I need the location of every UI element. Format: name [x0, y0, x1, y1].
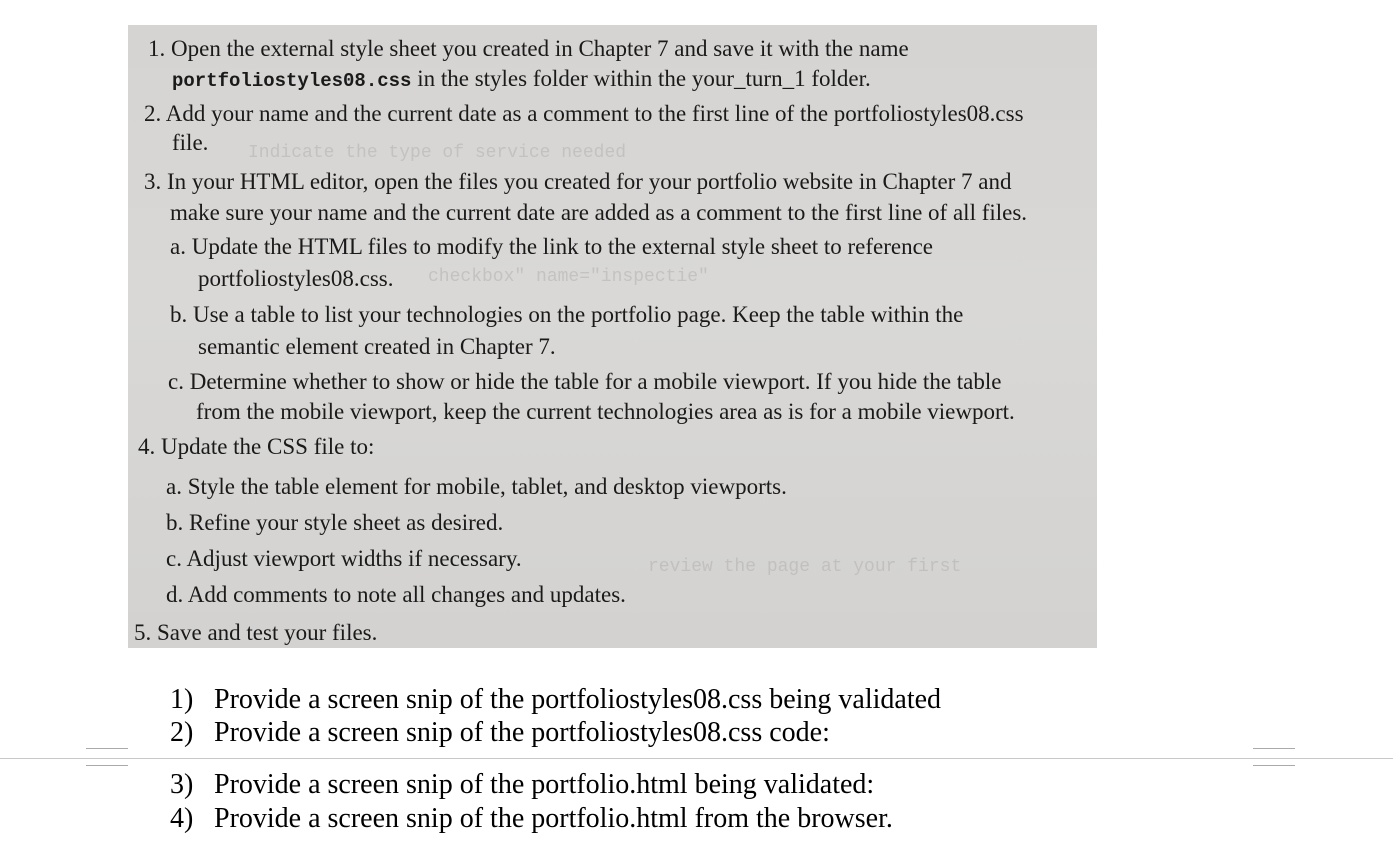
bleed-through-text: checkbox" name="inspectie"	[428, 267, 709, 287]
task-text: Provide a screen snip of the portfoliostyles08.css code:	[214, 717, 830, 748]
step-2-line-2: file.	[172, 130, 209, 155]
step-4-line: 4. Update the CSS file to:	[138, 434, 375, 459]
step-4c-line: c. Adjust viewport widths if necessary.	[166, 546, 522, 571]
bleed-through-text: Indicate the type of service needed	[248, 143, 627, 163]
task-text: Provide a screen snip of the portfoliostyles08.css being validated	[214, 684, 942, 715]
step-2-line-1: 2. Add your name and the current date as a comment to the first line of the portfoliostyles08.css	[144, 101, 1024, 126]
task-text: Provide a screen snip of the portfolio.html being validated:	[214, 769, 875, 800]
step-4a-line: a. Style the table element for mobile, tablet, and desktop viewports.	[166, 474, 787, 499]
step-3c-line-1: c. Determine whether to show or hide the table for a mobile viewport. If you hide the table	[168, 369, 1002, 394]
bleed-through-text: review the page at your first	[648, 557, 962, 577]
task-number: 4)	[170, 803, 194, 834]
task-item-1	[170, 686, 941, 714]
step-3b-line-2: semantic element created in Chapter 7.	[198, 334, 556, 359]
textbook-photo	[128, 25, 1097, 648]
task-number: 3)	[170, 769, 194, 800]
step-1-line-1: 1. Open the external style sheet you created in Chapter 7 and save it with the name	[148, 36, 909, 61]
left-margin-marker	[86, 748, 128, 766]
step-3a-line-1: a. Update the HTML files to modify the link to the external style sheet to reference	[170, 234, 933, 259]
step-3a-line-2: portfoliostyles08.css.	[198, 266, 394, 291]
step-5-line: 5. Save and test your files.	[134, 620, 378, 645]
task-text: Provide a screen snip of the portfolio.html from the browser.	[214, 803, 893, 834]
step-1-line-2	[172, 67, 871, 91]
task-item-2	[170, 719, 830, 747]
step-3c-line-2: from the mobile viewport, keep the current technologies area as is for a mobile viewport.	[196, 399, 1015, 424]
step-3-line-1: 3. In your HTML editor, open the files you created for your portfolio website in Chapter 7 and	[144, 169, 1012, 194]
step-3b-line-1: b. Use a table to list your technologies on the portfolio page. Keep the table within the	[170, 302, 964, 327]
task-item-3	[170, 771, 874, 799]
task-item-4	[170, 805, 893, 833]
step-4d-line: d. Add comments to note all changes and updates.	[166, 582, 626, 607]
right-margin-marker	[1253, 748, 1295, 766]
task-number: 2)	[170, 717, 194, 748]
step-3-line-2: make sure your name and the current date are added as a comment to the first line of all files.	[170, 200, 1028, 225]
filename-code: portfoliostyles08.css	[172, 70, 412, 92]
step-4b-line: b. Refine your style sheet as desired.	[166, 510, 504, 535]
page-break-line	[0, 758, 1393, 759]
task-number: 1)	[170, 684, 194, 715]
step-1-line-2-text: in the styles folder within the your_turn_1 folder.	[411, 66, 871, 91]
